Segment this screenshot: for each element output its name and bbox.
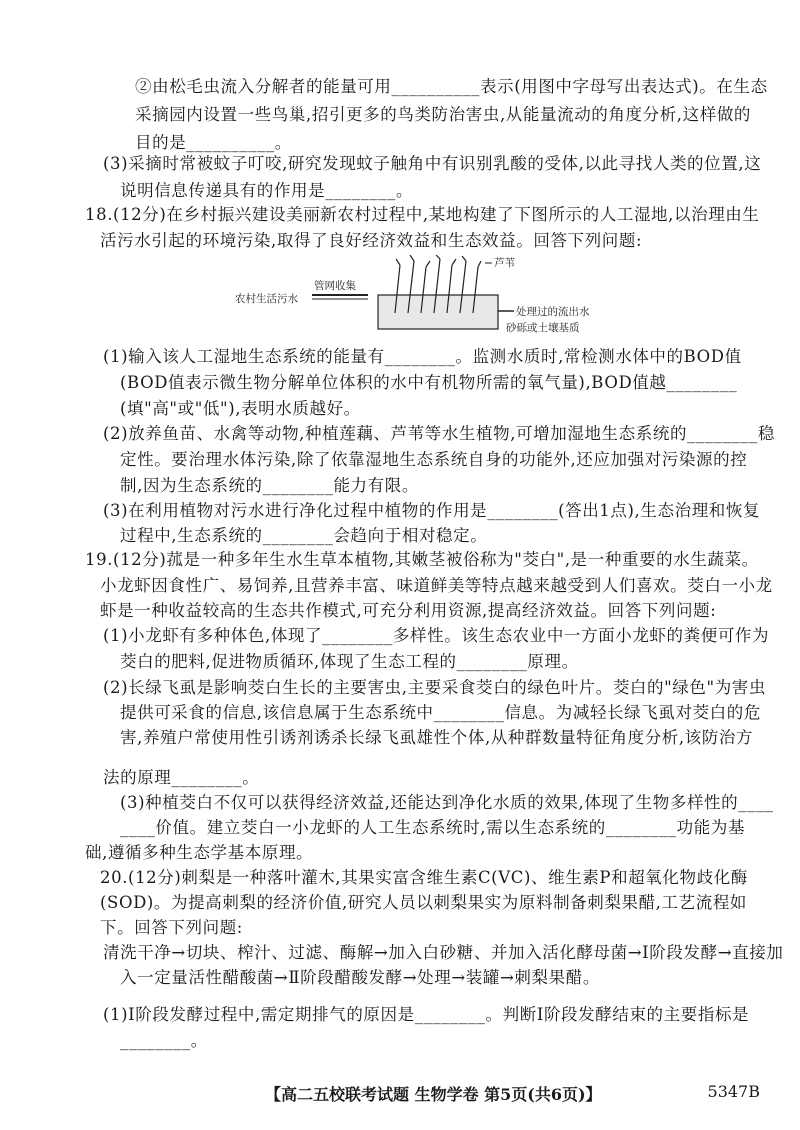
page-footer: 【高二五校联考试题 生物学卷 第5页(共6页)】 [265, 1085, 602, 1104]
q18-1-line3: (填"高"或"低"),表明水质越好。 [120, 399, 361, 418]
q19-1-line1: (1)小龙虾有多种体色,体现了________多样性。该生态农业中一方面小龙虾的粪便可作为 [103, 626, 770, 645]
q20-flow-line1: (SOD)。为提高刺梨的经济价值,研究人员以刺梨果实为原料制备刺梨果醋,工艺流程如 [100, 893, 748, 912]
q18-2-line3: 制,因为生态系统的________能力有限。 [120, 476, 419, 495]
q18-2-line1: (2)放养鱼苗、水禽等动物,种植莲藕、芦苇等水生植物,可增加湿地生态系统的________稳 [103, 424, 775, 443]
reed-label: 芦苇 [494, 257, 515, 269]
q18-stem-line1: 18.(12分)在乡村振兴建设美丽新农村过程中,某地构建了下图所示的人工湿地,以治理由生 [85, 205, 760, 224]
q18-3-line1: (3)在利用植物对污水进行净化过程中植物的作用是________(答出1点),生态治理和恢复 [103, 501, 761, 520]
q18-3-line2: 过程中,生态系统的________会趋向于相对稳定。 [120, 526, 488, 545]
wetland-diagram [230, 255, 610, 335]
q17-2-line2: 采摘园内设置一些鸟巢,招引更多的鸟类防治害虫,从能量流动的角度分析,这样做的 [135, 105, 752, 124]
q19-stem-line1: 19.(12分)菰是一种多年生水生草本植物,其嫩茎被俗称为"茭白",是一种重要的水生蔬菜。 [85, 550, 759, 569]
q17-2-line3: 目的是__________。 [135, 133, 292, 152]
q18-1-line1: (1)输入该人工湿地生态系统的能量有________。监测水质时,常检测水体中的BOD值 [103, 347, 742, 366]
q19-2-line3: 害,养殖户常使用性引诱剂诱杀长绿飞虱雄性个体,从种群数量特征角度分析,该防治方 [120, 728, 754, 747]
q20-stem-line2: 20.(12分)刺梨是一种落叶灌木,其果实富含维生素C(VC)、维生素P和超氧化物歧化酶 [100, 868, 748, 887]
paper-code: 5347B [707, 1082, 760, 1101]
substrate-label: 砂砾或土壤基质 [506, 322, 580, 334]
q19-2-line1: (2)长绿飞虱是影响茭白生长的主要害虫,主要采食茭白的绿色叶片。茭白的"绿色"为害虫 [103, 678, 766, 697]
q17-3-line2: 说明信息传递具有的作用是________。 [120, 181, 414, 200]
q20-1-line1: 清洗干净→切块、榨汁、过滤、酶解→加入白砂糖、并加入活化酵母菌→Ⅰ阶段发酵→直接加 [103, 943, 784, 962]
q19-3-line2: (3)种植茭白不仅可以获得经济效益,还能达到净化水质的效果,体现了生物多样性的____ [120, 793, 774, 812]
q19-stem-line2: 小龙虾因食性广、易饲养,且营养丰富、味道鲜美等特点越来越受到人们喜欢。茭白一小龙 [100, 576, 773, 595]
q19-3-line1: 法的原理________。 [103, 768, 260, 787]
q18-stem-line2: 活污水引起的环境污染,取得了良好经济效益和生态效益。回答下列问题: [100, 231, 643, 250]
rural-sewage-label: 农村生活污水 [235, 293, 298, 305]
q19-stem-line3: 虾是一种收益较高的生态共作模式,可充分利用资源,提高经济效益。回答下列问题: [100, 601, 717, 620]
q17-2-line1: ②由松毛虫流入分解者的能量可用__________表示(用图中字母写出表达式)。在生态 [135, 77, 768, 96]
q20-1-line2: 入一定量活性醋酸菌→Ⅱ阶段醋酸发酵→处理→装罐→刺梨果醋。 [120, 968, 600, 987]
q18-2-line2: 定性。要治理水体污染,除了依靠湿地生态系统自身的功能外,还应加强对污染源的控 [120, 450, 748, 469]
pipe-collect-label: 管网收集 [314, 280, 356, 292]
q20-2-line1: (1)Ⅰ阶段发酵过程中,需定期排气的原因是________。判断Ⅰ阶段发酵结束的主要指标是 [103, 1005, 750, 1024]
q19-1-line2: 茭白的肥料,促进物质循环,体现了生态工程的________原理。 [120, 652, 579, 671]
q20-stem-line1: 础,遵循多种生态学基本原理。 [85, 843, 314, 862]
q18-1-line2: (BOD值表示微生物分解单位体积的水中有机物所需的氧气量),BOD值越________ [120, 373, 738, 392]
q19-3-line3: ____价值。建立茭白一小龙虾的人工生态系统时,需以生态系统的________功能为基 [120, 818, 746, 837]
q20-flow-line2: 下。回答下列问题: [100, 918, 243, 937]
q20-2-line2: ________。 [120, 1031, 208, 1050]
outflow-label: 处理过的流出水 [516, 306, 590, 318]
q17-3-line1: (3)采摘时常被蚊子叮咬,研究发现蚊子触角中有识别乳酸的受体,以此寻找人类的位置,这 [103, 154, 762, 173]
q19-2-line2: 提供可采食的信息,该信息属于生态系统中________信息。为减轻长绿飞虱对茭白的危 [120, 703, 761, 722]
